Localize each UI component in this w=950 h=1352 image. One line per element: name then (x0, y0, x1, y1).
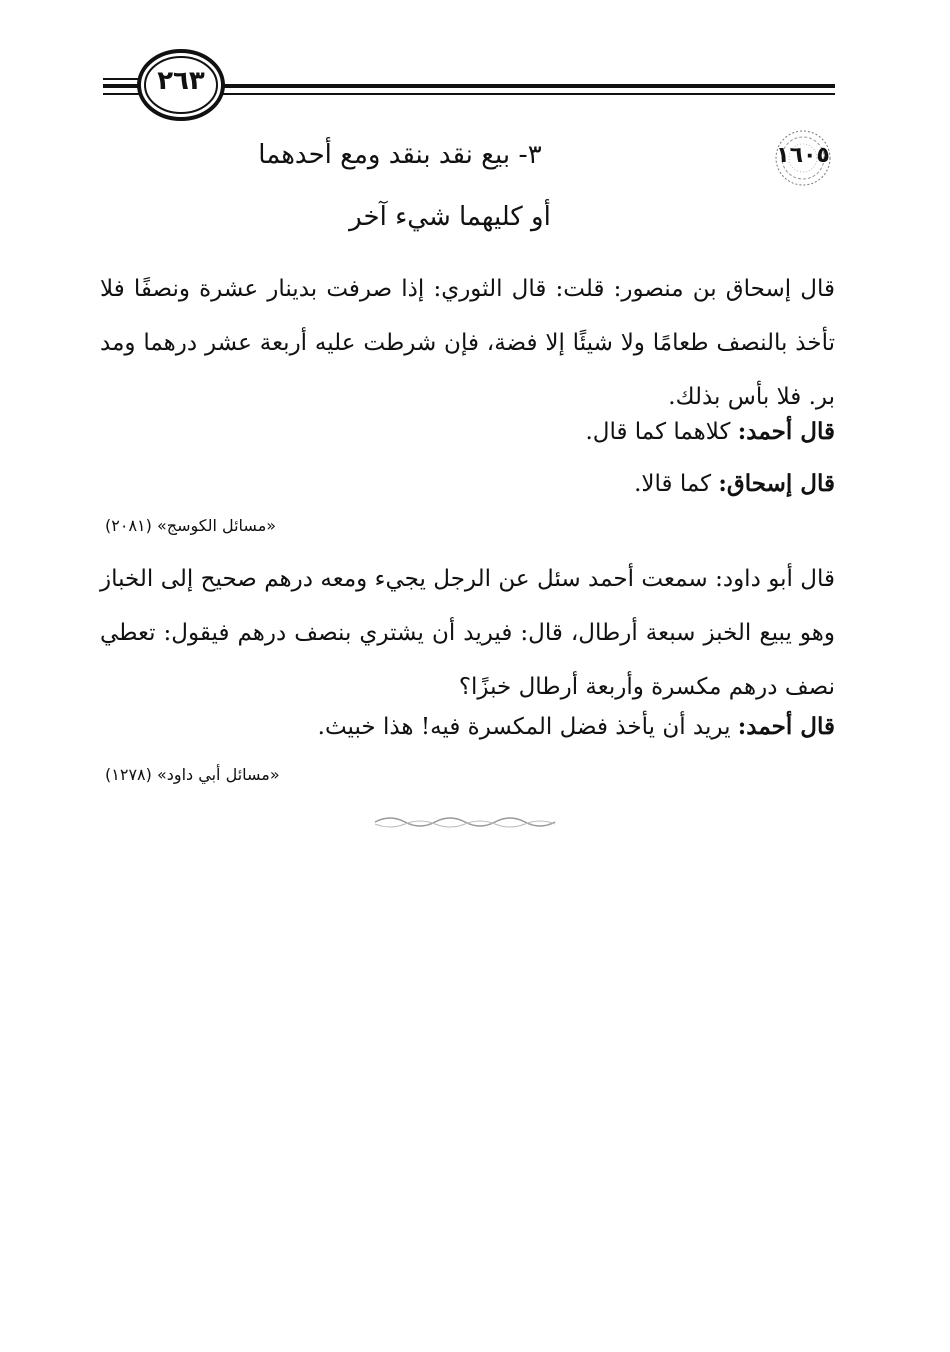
ahmad-reply-1 (100, 405, 835, 459)
source-citation-2: «مسائل أبي داود» (١٢٧٨) (105, 765, 280, 784)
reply-text: يريد أن يأخذ فضل المكسرة فيه! هذا خبيث. (317, 714, 738, 740)
entry-badge (770, 128, 836, 188)
paragraph-ishaq-ibn-mansur: قال إسحاق بن منصور: قلت: قال الثوري: إذا صرفت بدينار عشرة ونصفًا فلا تأخذ بالنصف طعامًا ولا شيئًا إلا فضة، فإن شرطت عليه أربعة عشر درهما ومد بر. فلا بأس بذلك. (100, 276, 835, 410)
entry-number: ١٦٠٥ (776, 143, 830, 168)
page-header (95, 48, 835, 128)
speaker-label: قال أحمد: (737, 713, 835, 740)
paragraph-abu-dawud: قال أبو داود: سمعت أحمد سئل عن الرجل يجيء ومعه درهم صحيح إلى الخباز وهو يبيع الخبز سبعة أرطال، قال: فيريد أن يشتري بنصف درهم فيقول: تعطي نصف درهم مكسرة وأربعة أرطال خبزًا؟ (100, 566, 835, 700)
ishaq-reply (100, 457, 835, 511)
page-number: ٢٦٣ (157, 66, 205, 96)
section-title: ٣- بيع نقد بنقد ومع أحدهما (258, 140, 542, 170)
source-citation-1: «مسائل الكوسج» (٢٠٨١) (105, 516, 277, 535)
speaker-label: قال أحمد: (737, 418, 835, 445)
reply-text: كلاهما كما قال. (585, 419, 738, 445)
section-subtitle: أو كليهما شيء آخر (349, 202, 551, 232)
divider-ornament-icon (370, 812, 560, 836)
ahmad-reply-2 (100, 700, 835, 754)
speaker-label: قال إسحاق: (718, 470, 835, 497)
reply-text: كما قالا. (634, 471, 719, 497)
